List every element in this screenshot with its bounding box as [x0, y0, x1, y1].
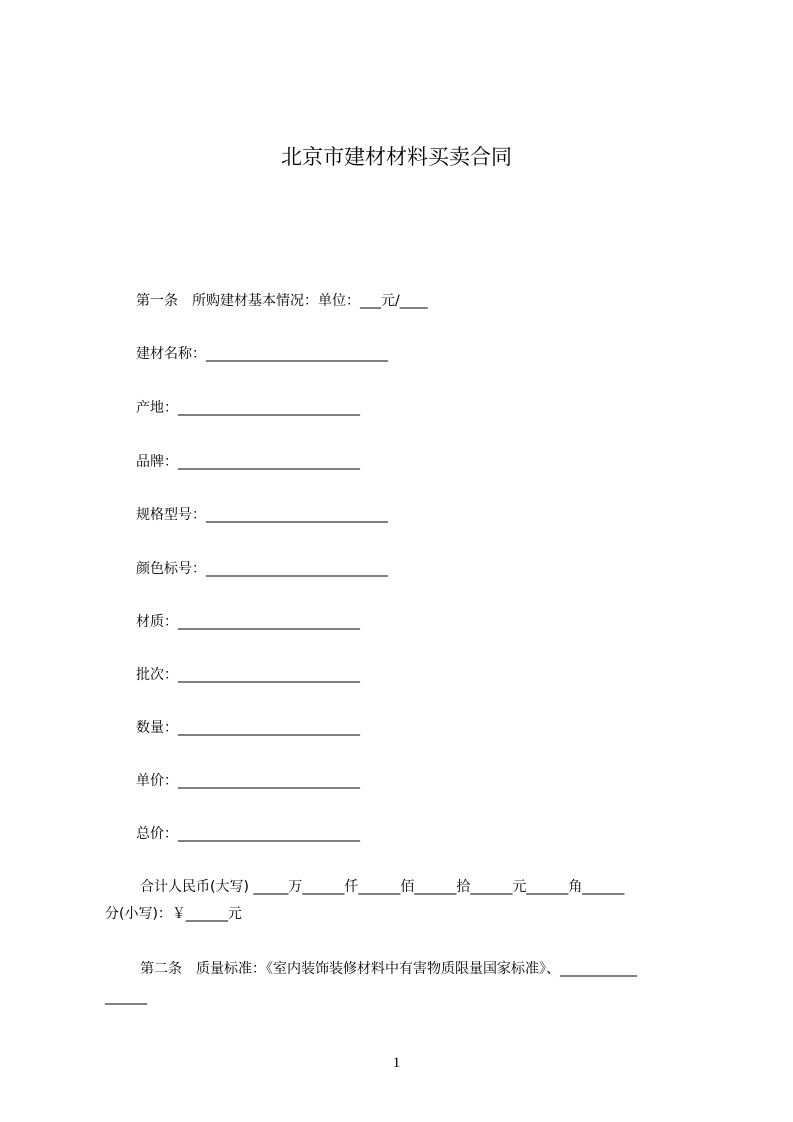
- field-total-price: 总价：__________________________: [136, 826, 360, 842]
- field-material: 材质：__________________________: [136, 614, 360, 630]
- document-title: 北京市建材材料买卖合同: [281, 145, 512, 169]
- field-brand: 品牌：__________________________: [136, 454, 360, 470]
- field-material-name: 建材名称：__________________________: [136, 346, 388, 362]
- article-2-line-2: ______: [105, 989, 147, 1005]
- article-2-line-1: 第二条 质量标准：《室内装饰装修材料中有害物质限量国家标准》、___________: [140, 961, 637, 977]
- field-quantity: 数量：__________________________: [136, 720, 360, 736]
- article-1-heading: 第一条 所购建材基本情况：单位：___元/____: [136, 293, 428, 309]
- page-number: 1: [392, 1055, 401, 1071]
- field-color-grade: 颜色标号：__________________________: [136, 561, 388, 577]
- field-batch: 批次：__________________________: [136, 667, 360, 683]
- field-unit-price: 单价：__________________________: [136, 773, 360, 789]
- field-origin: 产地：__________________________: [136, 400, 360, 416]
- total-amount-line-2: 分(小写)：￥______元: [105, 906, 242, 922]
- field-spec-model: 规格型号：__________________________: [136, 507, 388, 523]
- total-amount-line-1: 合计人民币(大写) _____万______仟______佰______拾______元______角______: [140, 879, 625, 895]
